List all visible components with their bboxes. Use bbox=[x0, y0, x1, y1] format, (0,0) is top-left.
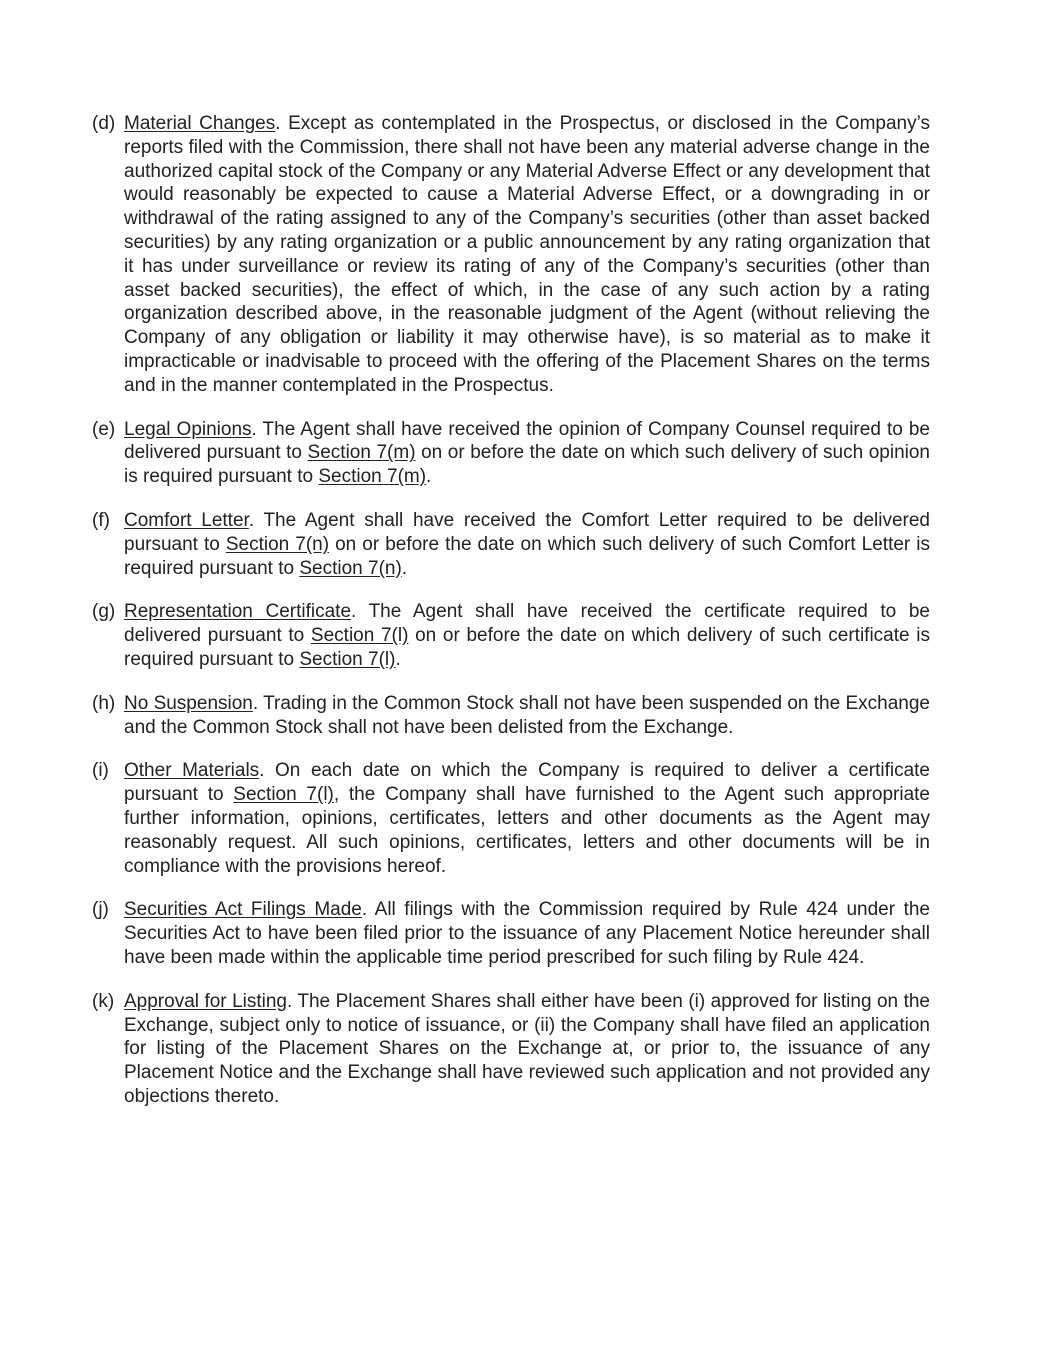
clause-text: . The Agent shall have received the Comfort Letter required to be delivered pursuant to bbox=[124, 509, 930, 555]
clause-heading: Comfort Letter bbox=[124, 509, 249, 531]
clause-heading: Representation Certificate bbox=[124, 601, 352, 623]
clause-text: . bbox=[401, 557, 408, 579]
section-reference: Section 7(l) bbox=[310, 625, 409, 647]
clause-h bbox=[92, 692, 930, 740]
section-reference: Section 7(n) bbox=[225, 533, 330, 555]
section-reference: Section 7(n) bbox=[299, 557, 402, 579]
clause-text: . All filings with the Commission required by Rule 424 under the Securities Act to have been filed prior to the issuance of any Placement Notice hereunder shall have been made within the applicable time period prescribed for such filing by Rule 424. bbox=[124, 899, 930, 968]
clause-body bbox=[124, 759, 930, 878]
clause-label: (e) bbox=[92, 418, 116, 440]
clause-d bbox=[92, 112, 930, 398]
clause-label: (k) bbox=[92, 990, 115, 1012]
clause-heading: Securities Act Filings Made bbox=[124, 899, 362, 921]
clause-i bbox=[92, 759, 930, 878]
clause-body bbox=[124, 600, 930, 671]
clause-label: (j) bbox=[92, 899, 109, 921]
clause-text: . bbox=[426, 466, 432, 488]
clause-text: . Except as contemplated in the Prospectus, or disclosed in the Company’s reports filed with the Commission, there shall not have been any material adverse change in the authorized capital stock of the Company or any Material Adverse Effect or any development that would reasonably be expected to cause a Material Adverse Effect, or a downgrading in or withdrawal of the rating assigned to any of the Company’s securities (other than asset backed securities) by any rating organization or a public announcement by any rating organization that it has under surveillance or review its rating of any of the Company’s securities (other than asset backed securities), the effect of which, in the case of any such action by a rating organization described above, in the reasonable judgment of the Agent (without relieving the Company of any obligation or liability it may otherwise have), is so material as to make it impracticable or inadvisable to proceed with the offering of the Placement Shares on the terms and in the manner contemplated in the Prospectus. bbox=[124, 113, 930, 396]
clause-label: (g) bbox=[92, 601, 116, 623]
clause-heading: Other Materials bbox=[124, 760, 260, 782]
clause-f bbox=[92, 509, 930, 580]
clause-body bbox=[124, 898, 930, 969]
clause-text: . On each date on which the Company is required to deliver a certificate pursuant to bbox=[124, 760, 930, 806]
clause-text: . The Agent shall have received the opinion of Company Counsel required to be delivered pursuant to bbox=[124, 418, 930, 464]
clause-body bbox=[124, 112, 930, 398]
clause-text: , the Company shall have furnished to the Agent such appropriate further information, opinions, certificates, letters and other documents as the Agent may reasonably request. All such opinions, certificates, letters and other documents will be in compliance with the provisions hereof. bbox=[124, 784, 930, 877]
clause-text: . bbox=[395, 648, 401, 670]
section-reference: Section 7(m) bbox=[318, 466, 427, 488]
clause-heading: Legal Opinions bbox=[124, 418, 252, 440]
section-reference: Section 7(l) bbox=[233, 784, 334, 806]
clause-body bbox=[124, 990, 930, 1109]
clause-body bbox=[124, 509, 930, 580]
clause-label: (h) bbox=[92, 692, 116, 714]
clause-body bbox=[124, 418, 930, 489]
document-page bbox=[92, 112, 930, 1129]
clause-text: . The Placement Shares shall either have been (i) approved for listing on the Exchange, subject only to notice of issuance, or (ii) the Company shall have filed an application for listing of the Placement Shares on the Exchange at, or prior to, the issuance of any Placement Notice and the Exchange shall have reviewed such application and not provided any objections thereto. bbox=[124, 990, 930, 1107]
clause-text: . Trading in the Common Stock shall not have been suspended on the Exchange and the Common Stock shall not have been delisted from the Exchange. bbox=[124, 692, 930, 738]
clause-text: on or before the date on which such delivery of such Comfort Letter is required pursuant to bbox=[124, 533, 930, 579]
clause-heading: No Suspension bbox=[124, 692, 253, 714]
clause-label: (i) bbox=[92, 760, 109, 782]
clause-k bbox=[92, 990, 930, 1109]
clause-j bbox=[92, 898, 930, 969]
clause-heading: Approval for Listing bbox=[124, 990, 287, 1012]
clause-text: . The Agent shall have received the certificate required to be delivered pursuant to bbox=[124, 601, 930, 647]
clause-text: on or before the date on which delivery of such certificate is required pursuant to bbox=[124, 625, 930, 670]
clause-label: (d) bbox=[92, 113, 116, 134]
section-reference: Section 7(l) bbox=[299, 648, 396, 670]
clause-text: on or before the date on which such delivery of such opinion is required pursuant to bbox=[124, 442, 930, 488]
clause-e bbox=[92, 418, 930, 489]
clause-body bbox=[124, 692, 930, 740]
clause-label: (f) bbox=[92, 509, 110, 531]
clause-heading: Material Changes bbox=[124, 113, 276, 134]
section-reference: Section 7(m) bbox=[307, 442, 416, 464]
clause-g bbox=[92, 600, 930, 671]
